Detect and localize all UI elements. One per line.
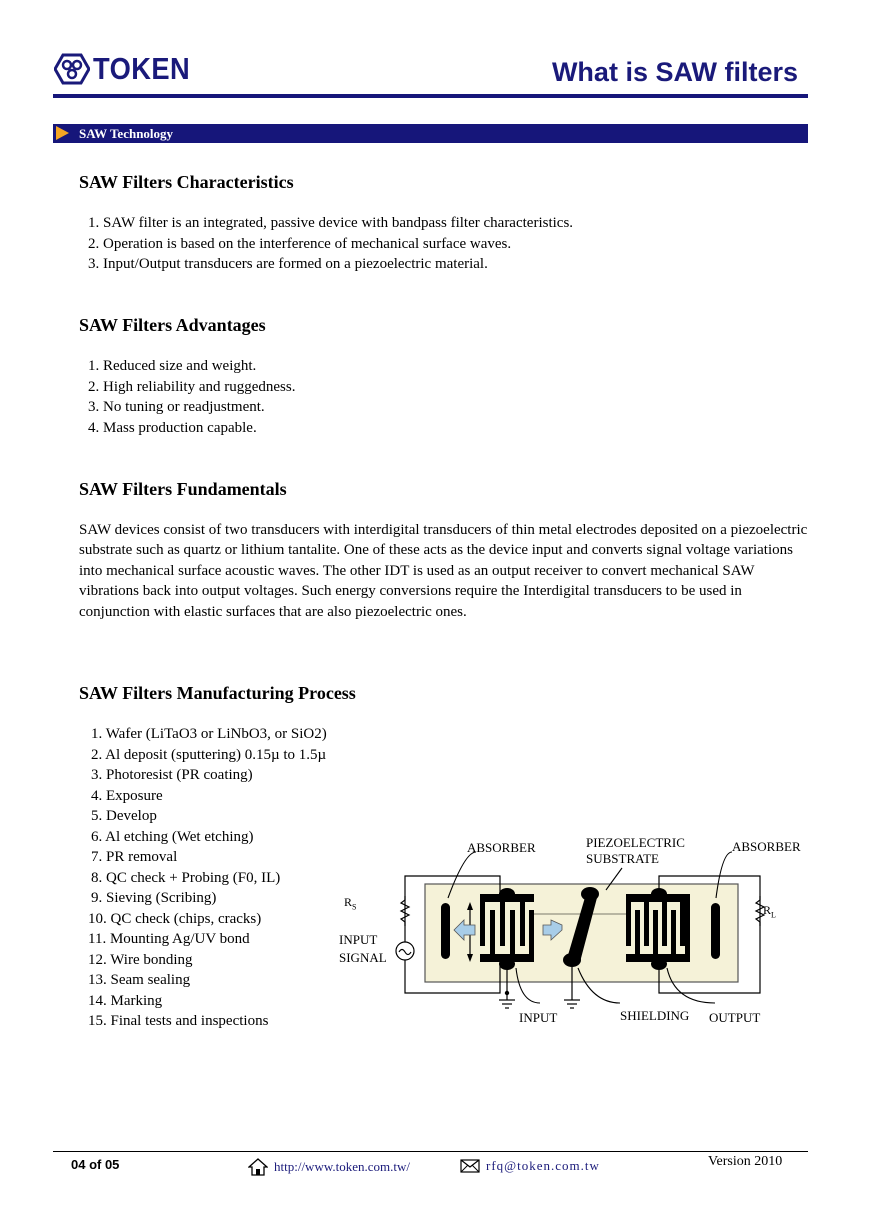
list-item: 5. Develop <box>91 808 157 824</box>
section-bar-label: SAW Technology <box>79 126 174 141</box>
header-rule <box>53 94 808 98</box>
manufacturing-heading: SAW Filters Manufacturing Process <box>79 683 356 703</box>
logo-text: TOKEN <box>93 51 191 86</box>
list-item: 7. PR removal <box>91 849 178 865</box>
piezo-label-line2: SUBSTRATE <box>586 851 659 866</box>
shielding-label: SHIELDING <box>620 1008 690 1023</box>
token-logo-icon <box>54 53 90 85</box>
input-signal-line2: SIGNAL <box>339 950 387 965</box>
list-item: 14. Marking <box>88 992 163 1009</box>
input-label: INPUT <box>519 1010 558 1025</box>
footer-rule <box>53 1151 808 1152</box>
list-item: 4. Mass production capable. <box>88 419 257 436</box>
list-item: 2. Al deposit (sputtering) 0.15µ to 1.5µ <box>91 746 327 763</box>
list-item: 3. Photoresist (PR coating) <box>91 767 253 783</box>
list-item: 9. Sieving (Scribing) <box>91 890 217 906</box>
left-absorber <box>441 903 450 959</box>
triangle-bullet-icon <box>56 126 69 140</box>
list-item: 13. Seam sealing <box>88 972 191 988</box>
rs-label-sub: S <box>352 902 357 912</box>
fundamentals-heading: SAW Filters Fundamentals <box>79 479 287 499</box>
output-idt <box>626 888 690 970</box>
section-bar <box>53 124 808 143</box>
list-item: 1. Reduced size and weight. <box>88 358 257 374</box>
advantages-list <box>88 356 295 438</box>
email-link[interactable] <box>460 1158 600 1174</box>
list-item: 15. Final tests and inspections <box>88 1013 269 1029</box>
list-item: 3. Input/Output transducers are formed on a piezoelectric material. <box>88 256 488 272</box>
list-item: 1. Wafer (LiTaO3 or LiNbO3, or SiO2) <box>91 726 327 742</box>
absorber-right-label: ABSORBER <box>732 839 801 854</box>
page-number: 04 of 05 <box>71 1157 120 1172</box>
right-absorber <box>711 903 720 959</box>
saw-diagram-graphic <box>330 828 820 1038</box>
email-address[interactable]: rfq@token.com.tw <box>486 1158 600 1173</box>
list-item: 2. High reliability and ruggedness. <box>88 378 296 395</box>
list-item: 2. Operation is based on the interference of mechanical surface waves. <box>88 235 512 252</box>
input-signal-line1: INPUT <box>339 932 378 947</box>
advantages-heading: SAW Filters Advantages <box>79 315 266 335</box>
envelope-icon <box>460 1159 480 1173</box>
rl-label-text: R <box>763 903 772 917</box>
characteristics-list <box>88 213 573 275</box>
company-logo <box>54 52 203 86</box>
list-item: 8. QC check + Probing (F0, IL) <box>91 869 281 886</box>
rl-label <box>763 902 776 923</box>
absorber-left-label: ABSORBER <box>467 840 536 855</box>
version-label: Version 2010 <box>708 1154 783 1169</box>
list-item: 10. QC check (chips, cracks) <box>88 910 262 927</box>
rs-label <box>344 894 356 915</box>
website-link[interactable] <box>248 1158 410 1176</box>
fundamentals-paragraph: SAW devices consist of two transducers with interdigital transducers of thin metal electrodes deposited on a piezoelectric substrate such as quartz or lithium tantalite. One of these acts as the device input and converts signal voltage variations into mechanical surface acoustic waves. The other IDT is used as an output receiver to convert mechanical SAW vibrations back into output voltages. Such energy conversions require the Interdigital transducers to be used in conjunction with elastic surfaces that are also piezoelectric ones. <box>79 522 808 620</box>
rs-label-text: R <box>344 895 353 909</box>
rl-label-sub: L <box>771 910 776 920</box>
list-item: 3. No tuning or readjustment. <box>88 399 265 415</box>
list-item: 6. Al etching (Wet etching) <box>91 828 254 845</box>
list-item: 4. Exposure <box>91 787 163 804</box>
list-item: 11. Mounting Ag/UV bond <box>88 931 250 947</box>
piezo-label-line1: PIEZOELECTRIC <box>586 835 685 850</box>
saw-filter-diagram <box>330 828 820 1038</box>
website-url[interactable]: http://www.token.com.tw/ <box>274 1159 411 1174</box>
characteristics-heading: SAW Filters Characteristics <box>79 172 294 192</box>
output-label: OUTPUT <box>709 1010 761 1025</box>
list-item: 12. Wire bonding <box>88 951 193 968</box>
list-item: 1. SAW filter is an integrated, passive device with bandpass filter characteristics. <box>88 215 574 231</box>
home-icon <box>248 1158 268 1176</box>
page-title: What is SAW filters <box>551 57 798 87</box>
manufacturing-list <box>88 724 327 1032</box>
